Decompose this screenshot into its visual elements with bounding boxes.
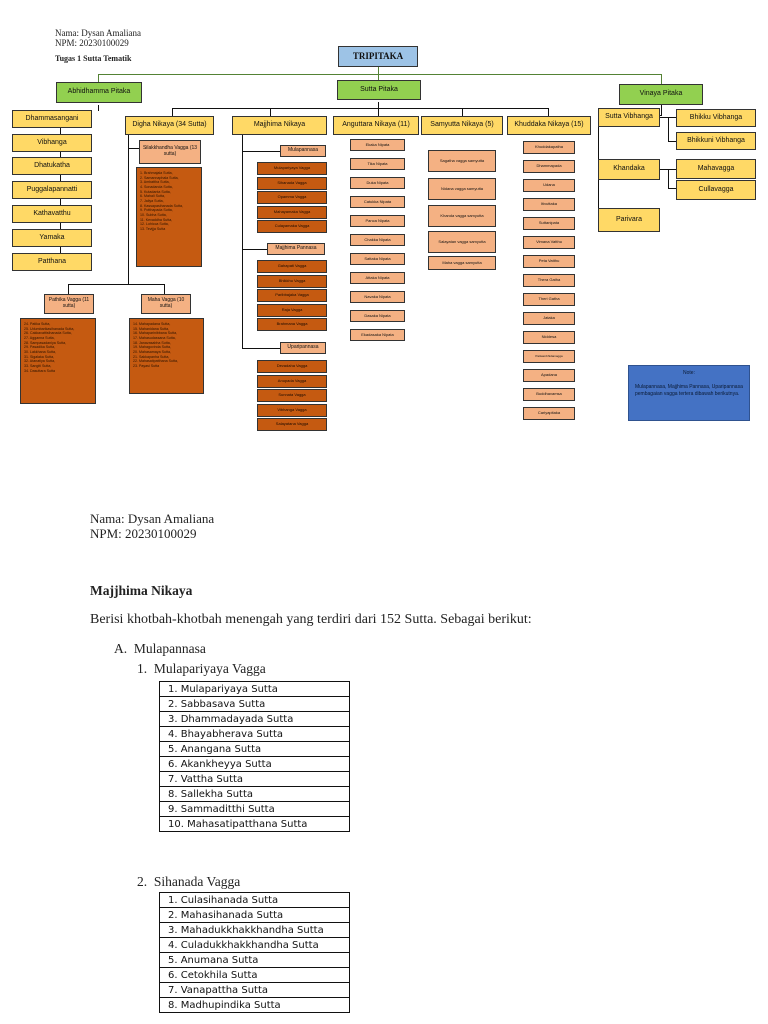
table-cell: 4. Culadukkhakkhandha Sutta: [160, 938, 350, 953]
table-row: [160, 938, 350, 953]
author-npm: NPM: 20230100029: [90, 526, 197, 541]
sutta-item: 14. Mahapadana Sutta,: [133, 322, 171, 326]
vagga-item: Mahayamaka Vagga: [257, 206, 327, 219]
majjhima-pannasa: Majjhima Pannasa: [267, 243, 325, 255]
abhidhamma-pitaka: Abhidhamma Pitaka: [56, 82, 142, 103]
table-cell: 8. Madhupindika Sutta: [160, 998, 350, 1013]
samyutta-item: Sagatha vagga samyutta: [428, 150, 496, 172]
sutta-item: 31. Sigalaka Sutta,: [24, 354, 55, 359]
nipata-item: Panca Nipata: [350, 215, 405, 227]
table-row: [160, 908, 350, 923]
table-row: [160, 742, 350, 757]
sutta-item: 2. Samannaphala Sutta,: [140, 175, 179, 180]
sutta-item: 26. Cakkavattisihanada Sutta,: [24, 331, 72, 336]
nipata-item: Catukka Nipata: [350, 196, 405, 208]
khuddaka-item: Patisambhidamagga: [523, 350, 575, 363]
vagga-item: Bhikkhu Vagga: [257, 275, 327, 288]
abhidhamma-book: Puggalapannatti: [12, 181, 92, 199]
sutta-item: 4. Sonadanda Sutta,: [140, 185, 173, 190]
vagga-item: Devadaha Vagga: [257, 360, 327, 373]
table-cell: 5. Anumana Sutta: [160, 953, 350, 968]
nipata-item: Chakka Nipata: [350, 234, 405, 246]
khuddaka-item: Khuddakapatha: [523, 141, 575, 154]
khuddaka-item: Vimana Vatthu: [523, 236, 575, 249]
mulapannasa: Mulapannasa: [280, 145, 326, 157]
table-cell: 7. Vattha Sutta: [160, 772, 350, 787]
khuddaka-item: Itivuttaka: [523, 198, 575, 211]
vagga-2-title: 2. Sihanada Vagga: [137, 874, 241, 889]
note-title: Note:: [683, 370, 695, 376]
nipata-item: Sattaka Nipata: [350, 253, 405, 265]
table-cell: 3. Dhammadayada Sutta: [160, 712, 350, 727]
table-row: [160, 772, 350, 787]
sutta-item: 8. Kassapasihanada Sutta,: [140, 203, 183, 208]
cullavagga: Cullavagga: [676, 180, 756, 200]
khuddaka-item: Apadana: [523, 369, 575, 382]
sutta-item: 10. Subha Sutta,: [140, 213, 167, 218]
vagga-item: Salayatana Vagga: [257, 418, 327, 431]
khuddaka-item: Jataka: [523, 312, 575, 325]
digha-nikaya: Digha Nikaya (34 Sutta): [125, 116, 214, 135]
table-row: [160, 727, 350, 742]
khuddaka-item: Peta Vatthu: [523, 255, 575, 268]
samyutta-item: Nidana vagga samyutta: [428, 178, 496, 200]
majjhima-nikaya: Majjhima Nikaya: [232, 116, 327, 135]
sutta-item: 6. Mahali Sutta,: [140, 194, 165, 199]
sutta-item: 9. Potthapada Sutta,: [140, 208, 173, 213]
sutta-item: 29. Pasadika Sutta,: [24, 345, 56, 350]
sutta-item: 27. Agganna Sutta,: [24, 336, 55, 341]
silakkhandha-sutta-list: [136, 167, 202, 267]
khuddaka-item: Suttanipata: [523, 217, 575, 230]
vagga-1-title: 1. Mulapariyaya Vagga: [137, 661, 266, 676]
sutta-item: 34. Dasuttara Sutta: [24, 368, 55, 373]
khuddaka-item: Niddesa: [523, 331, 575, 344]
note-text: Mulapannasa, Majjhima Pannasa, Uparipannasa pembagaian vagga tertera dibawah berikutnya.: [635, 383, 743, 397]
table-cell: 1. Culasihanada Sutta: [160, 893, 350, 908]
table-cell: 10. Mahasatipatthana Sutta: [160, 817, 350, 832]
silakkhandha-vagga: Silakkhandha Vagga (13 sutta): [139, 140, 201, 164]
author-name: Nama: Dysan Amaliana: [90, 511, 215, 526]
maha-vagga: Maha Vagga (10 sutta): [141, 294, 191, 314]
table-cell: 9. Sammaditthi Sutta: [160, 802, 350, 817]
bhikkhuni-vibhanga: Bhikkuni Vibhanga: [676, 132, 756, 150]
table-row: [160, 968, 350, 983]
abhidhamma-book: Patthana: [12, 253, 92, 271]
samyutta-nikaya: Samyutta Nikaya (5): [421, 116, 503, 135]
pathika-sutta-list: [20, 318, 96, 404]
sutta-item: 15. Mahanidana Sutta,: [133, 326, 170, 331]
vagga-item: Anupada Vagga: [257, 375, 327, 388]
table-row: [160, 682, 350, 697]
sutta-item: 30. Lakkhana Sutta,: [24, 350, 56, 355]
table-cell: 6. Cetokhila Sutta: [160, 968, 350, 983]
table-cell: 7. Vanapattha Sutta: [160, 983, 350, 998]
nipata-item: Tika Nipata: [350, 158, 405, 170]
khuddaka-item: Udana: [523, 179, 575, 192]
nipata-item: Ekadasaka Nipata: [350, 329, 405, 341]
table-row: [160, 817, 350, 832]
table-row: [160, 893, 350, 908]
table-row: [160, 712, 350, 727]
sutta-item: 25. Udumbarikasihanada Sutta,: [24, 326, 75, 331]
sutta-connector: [172, 108, 548, 109]
khuddaka-item: Dhammapada: [523, 160, 575, 173]
sutta-item: 12. Lohicca Sutta,: [140, 222, 169, 227]
sutta-item: 13. Tevijja Sutta: [140, 227, 166, 232]
khandaka: Khandaka: [598, 159, 660, 180]
nipata-item: Duka Nipata: [350, 177, 405, 189]
parivara: Parivara: [598, 208, 660, 232]
sutta-item: 1. Brahmajala Sutta,: [140, 171, 173, 175]
sutta-item: 11. Kevaddha Sutta,: [140, 217, 173, 222]
sutta-vibhanga: Sutta Vibhanga: [598, 108, 660, 127]
vagga-item: Gahapati Vagga: [257, 260, 327, 273]
vagga-item: Opamma Vagga: [257, 191, 327, 204]
chart-author-name: Nama: Dysan Amaliana: [55, 28, 141, 38]
table-row: [160, 802, 350, 817]
table-cell: 3. Mahadukkhakkhandha Sutta: [160, 923, 350, 938]
table-cell: 8. Sallekha Sutta: [160, 787, 350, 802]
sutta-item: 20. Mahasamaya Sutta,: [133, 350, 171, 355]
nipata-item: Attaka Nipata: [350, 272, 405, 284]
chart-task-title: Tugas 1 Sutta Tematik: [55, 54, 132, 63]
bhikkhu-vibhanga: Bhikku Vibhanga: [676, 109, 756, 127]
section-heading: Majjhima Nikaya: [90, 583, 193, 598]
tripitaka-root: TRIPITAKA: [338, 46, 418, 67]
vagga-item: Sihanada Vagga: [257, 177, 327, 190]
vagga-item: Paribbajaka Vagga: [257, 289, 327, 302]
sutta-item: 16. Mahaparinibbana Sutta,: [133, 331, 178, 336]
sutta-item: 17. Mahasudassana Sutta,: [133, 336, 176, 341]
table-cell: 1. Mulapariyaya Sutta: [160, 682, 350, 697]
pathika-vagga: Pathika Vagga (11 sutta): [44, 294, 94, 314]
uparipannasa: Uparipannasa: [280, 342, 326, 354]
table-row: [160, 923, 350, 938]
sutta-item: 28. Sampasadaniya Sutta,: [24, 340, 67, 345]
sutta-item: 3. Ambattha Sutta,: [140, 180, 170, 185]
sutta-item: 33. Sangiti Sutta,: [24, 364, 52, 369]
vagga-item: Mulapariyaya Vagga: [257, 162, 327, 175]
sutta-item: 21. Sakkapanha Sutta,: [133, 354, 170, 359]
samyutta-item: Maha vagga samyutta: [428, 256, 496, 270]
sutta-item: 5. Kutadanta Sutta,: [140, 189, 171, 194]
khuddaka-item: Theri Gatha: [523, 293, 575, 306]
sutta-item: 18. Janavasabha Sutta,: [133, 340, 171, 345]
table-row: [160, 787, 350, 802]
vagga-item: Brahmana Vagga: [257, 318, 327, 331]
nipata-item: Ekaka Nipata: [350, 139, 405, 151]
samyutta-item: Salayatan vagga samyutta: [428, 231, 496, 253]
abhidhamma-book: Vibhanga: [12, 134, 92, 152]
samyutta-item: Khanda vagga samyutta: [428, 205, 496, 227]
table-cell: 2. Sabbasava Sutta: [160, 697, 350, 712]
khuddaka-item: Thera Gatha: [523, 274, 575, 287]
root-connector: [98, 74, 661, 75]
sutta-item: 19. Mahagovinda Sutta,: [133, 345, 171, 350]
vagga-item: Vibhanga Vagga: [257, 404, 327, 417]
vinaya-pitaka: Vinaya Pitaka: [619, 84, 703, 105]
vagga-item: Culayamaka Vagga: [257, 220, 327, 233]
sutta-pitaka: Sutta Pitaka: [337, 80, 421, 100]
abhidhamma-book: Dhatukatha: [12, 157, 92, 175]
intro-paragraph: Berisi khotbah-khotbah menengah yang terdiri dari 152 Sutta. Sebagai berikut:: [90, 612, 532, 627]
anguttara-nikaya: Anguttara Nikaya (11): [333, 116, 419, 135]
abhidhamma-book: Yamaka: [12, 229, 92, 247]
vagga-item: Raja Vagga: [257, 304, 327, 317]
abhidhamma-book: Dhammasangani: [12, 110, 92, 128]
note-box: [628, 365, 750, 421]
table-cell: 5. Anangana Sutta: [160, 742, 350, 757]
sutta-item: 32. Atanatiya Sutta,: [24, 359, 56, 364]
sutta-item: 23. Payasi Sutta: [133, 364, 160, 369]
table-row: [160, 983, 350, 998]
sutta-item: 7. Jaliya Sutta,: [140, 199, 164, 204]
mahavagga: Mahavagga: [676, 159, 756, 179]
sutta-item: 22. Mahasatipatthana Sutta,: [133, 359, 178, 364]
table-row: [160, 757, 350, 772]
abhidhamma-book: Kathavatthu: [12, 205, 92, 223]
khuddaka-item: Buddhavamsa: [523, 388, 575, 401]
vagga-2-table: [159, 892, 350, 1013]
khuddaka-item: Cariyapitaka: [523, 407, 575, 420]
section-a-title: A. Mulapannasa: [114, 641, 206, 656]
table-row: [160, 697, 350, 712]
table-row: [160, 953, 350, 968]
table-cell: 4. Bhayabherava Sutta: [160, 727, 350, 742]
vagga-1-table: [159, 681, 350, 832]
nipata-item: Navaka Nipata: [350, 291, 405, 303]
table-cell: 2. Mahasihanada Sutta: [160, 908, 350, 923]
vagga-item: Sunnata Vagga: [257, 389, 327, 402]
chart-author-npm: NPM: 20230100029: [55, 38, 129, 48]
khuddaka-nikaya: Khuddaka Nikaya (15): [507, 116, 591, 135]
maha-sutta-list: [129, 318, 204, 394]
nipata-item: Dasaka Nipata: [350, 310, 405, 322]
table-cell: 6. Akankheyya Sutta: [160, 757, 350, 772]
sutta-item: 24. Patika Sutta,: [24, 322, 51, 326]
table-row: [160, 998, 350, 1013]
